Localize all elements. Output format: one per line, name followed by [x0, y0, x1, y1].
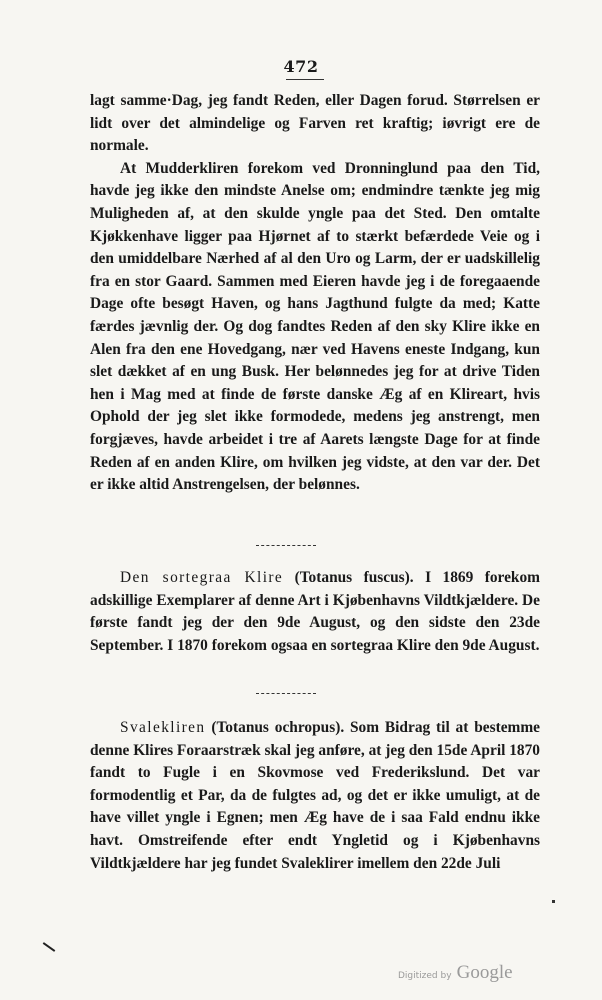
- page-number-rule: [286, 79, 324, 80]
- species-text-svaleklire: (Totanus ochropus). Som Bidrag til at bestemme denne Klires Foraarstræk skal jeg anføre, at jeg den 15de April 1870 fandt to Fugle i en Skovmose ved Frederikslund. Det var formodentlig et Par, da de fulgtes ad, og det er ikke umuligt, at de have villet yngle i Egnen; men Æg have de i saa Fald endnu ikke havt. Omstreifende efter endt Yngletid og i Kjøbenhavns Vildtkjældere har jeg fundet Svaleklirer imellem den 22de Juli: [90, 719, 541, 872]
- text-block-3: [90, 717, 540, 875]
- paragraph-mudderklire: At Mudderkliren forekom ved Dronninglund paa den Tid, havde jeg ikke den mindste Anelse om; endmindre tænkte jeg mig Muligheden af, at den skulde yngle paa det Sted. Den omtalte Kjøkkenhave ligger paa Hjørnet af to stærkt befærdede Veie og i den umiddelbare Nærhed af al den Uro og Larm, der er uadskillelig fra en stor Gaard. Sammen med Eieren havde jeg i de foregaaende Dage ofte besøgt Haven, og hans Jagthund fulgte da med; Katte færdes jævnlig der. Og dog fandtes Reden af den sky Klire ikke en Alen fra den ene Hovedgang, nær ved Havens eneste Indgang, kun slet dækket af en ung Busk. Her belønnedes jeg for at drive Tiden hen i Mag med at finde de første danske Æg af en Klireart, hvis Ophold der jeg slet ikke formodede, medens jeg anstrengt, men forgjæves, havde arbeidet i tre af Aarets længste Dage for at finde Reden af en anden Klire, om hvilken jeg vidste, at den var der. Det er ikke altid Anstrengelsen, der belønnes.: [90, 159, 540, 494]
- text-block-2: [90, 567, 540, 657]
- section-divider-1: [256, 545, 316, 547]
- paragraph-continuation: lagt samme·Dag, jeg fandt Reden, eller Dagen forud. Størrelsen er lidt over det almindelige og Farven ret kraftig; iøvrigt ere de normale.: [90, 92, 540, 155]
- side-dot: [552, 900, 555, 903]
- text-block-1: [90, 90, 540, 497]
- watermark: [398, 962, 513, 984]
- google-logo: Google: [456, 962, 513, 983]
- corner-mark: [43, 942, 56, 952]
- species-name-svaleklire: Svalekliren: [120, 719, 206, 736]
- paragraph-svaleklire: [90, 717, 540, 875]
- species-name-sortegraa: Den sortegraa Klire: [120, 569, 284, 586]
- species-text-sortegraa: (Totanus fuscus). I 1869 forekom adskillige Exemplarer af denne Art i Kjøbenhavns Vildtkjældere. De første fandt jeg der den 9de August, og den sidste den 23de September. I 1870 forekom ogsaa en sortegraa Klire den 9de August.: [90, 569, 540, 654]
- page-number: 472: [283, 57, 319, 76]
- watermark-prefix: Digitized by: [398, 971, 452, 981]
- section-divider-2: [256, 693, 316, 695]
- paragraph-sortegraa-klire: [90, 567, 540, 657]
